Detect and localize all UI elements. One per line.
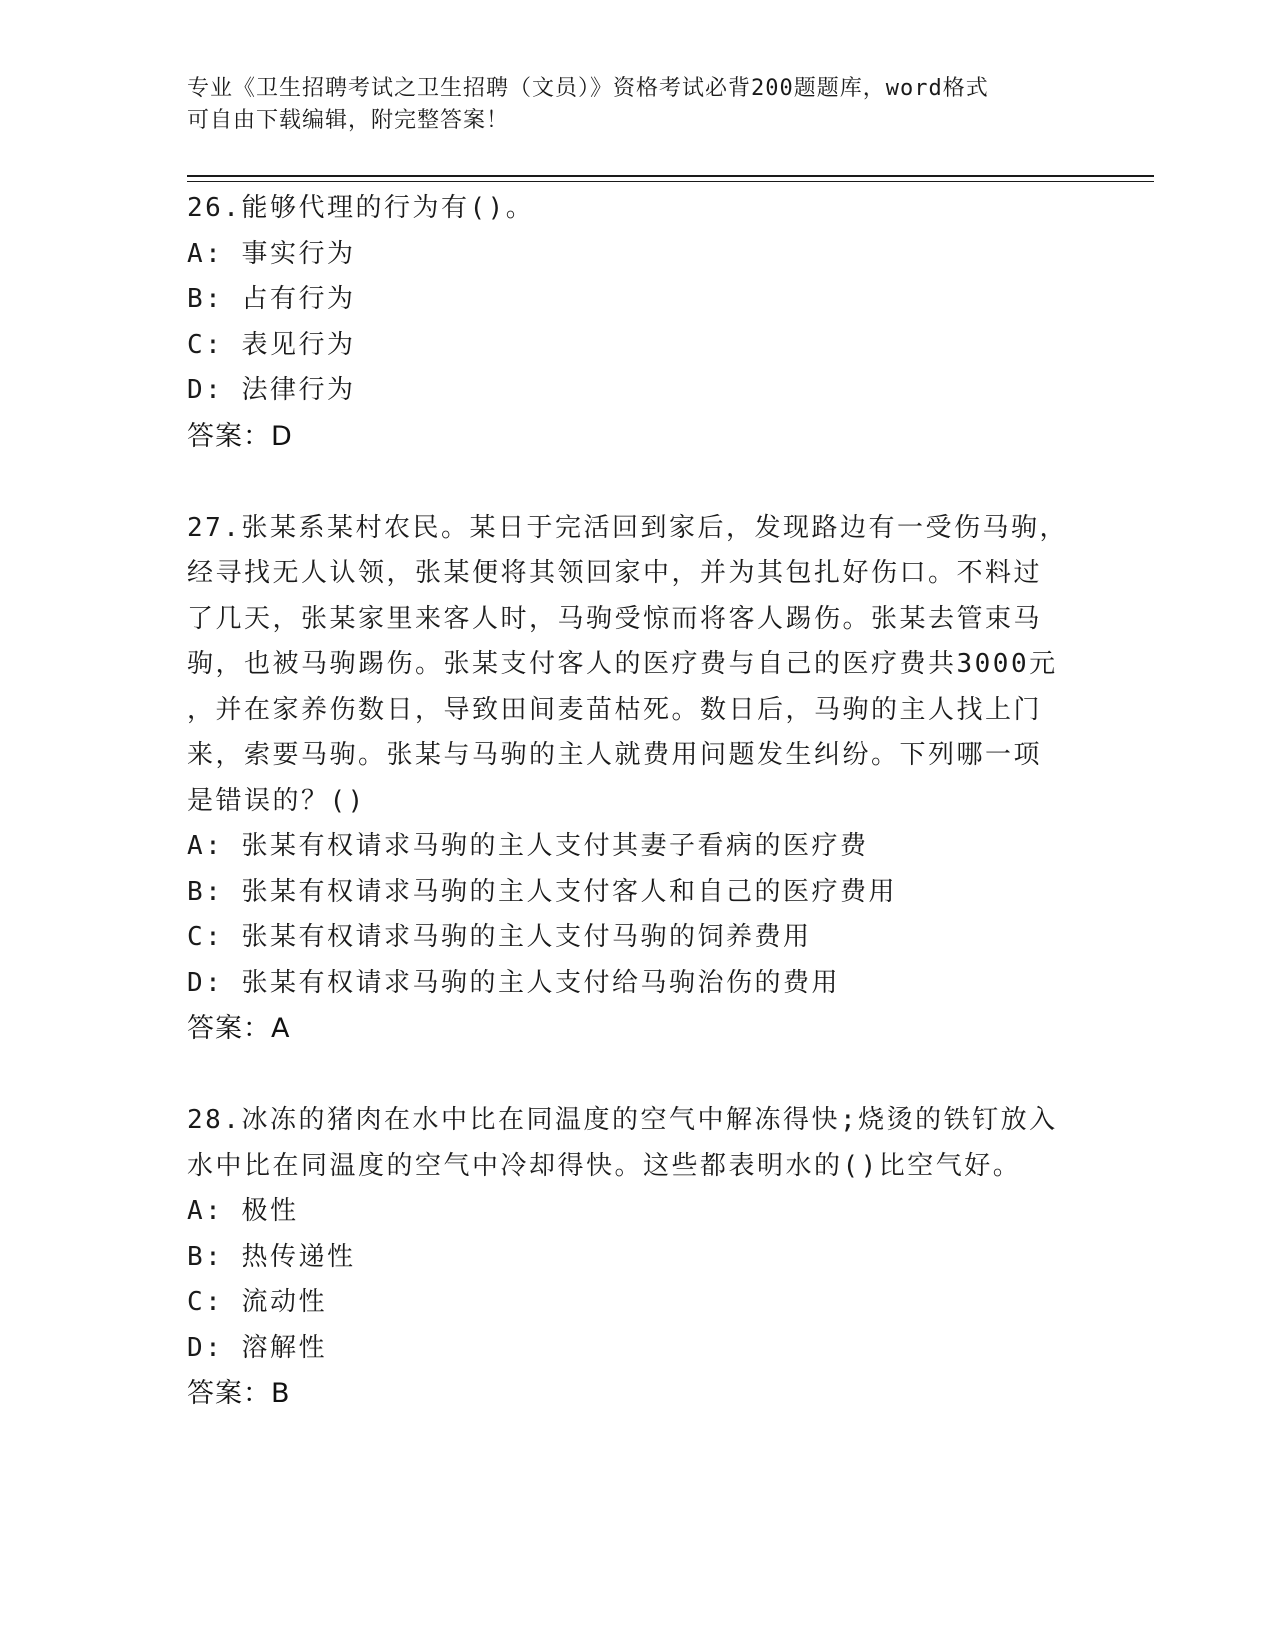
option-b: B: 热传递性 (187, 1241, 356, 1272)
question-stem: 经寻找无人认领，张某便将其领回家中，并为其包扎好伤口。不料过 (187, 558, 1043, 588)
option-c: C: 张某有权请求马驹的主人支付马驹的饲养费用 (187, 922, 812, 952)
header-divider-thick (187, 175, 1154, 177)
header-line-2: 可自由下载编辑，附完整答案！ (187, 108, 510, 133)
answer-label: 答案：D (187, 420, 293, 452)
question-26 (187, 186, 1087, 460)
header-divider-thin (187, 181, 1154, 182)
question-stem: 是错误的？() (187, 785, 366, 816)
question-27 (187, 506, 1087, 1053)
question-stem: 26.能够代理的行为有()。 (187, 193, 535, 223)
option-c: C: 流动性 (187, 1287, 327, 1317)
option-d: D: 法律行为 (187, 375, 356, 405)
question-stem: 了几天，张某家里来客人时，马驹受惊而将客人踢伤。张某去管束马 (187, 603, 1043, 634)
question-28 (187, 1098, 1087, 1417)
question-stem: 28.冰冻的猪肉在水中比在同温度的空气中解冻得快;烧烫的铁钉放入 (187, 1105, 1058, 1135)
option-c: C: 表见行为 (187, 329, 356, 360)
option-d: D: 溶解性 (187, 1332, 327, 1363)
answer-label: 答案：A (187, 1013, 291, 1044)
option-a: A: 极性 (187, 1196, 299, 1226)
question-stem: 27.张某系某村农民。某日于完活回到家后，发现路边有一受伤马驹， (187, 512, 1068, 543)
option-b: B: 占有行为 (187, 284, 356, 314)
option-b: B: 张某有权请求马驹的主人支付客人和自己的医疗费用 (187, 876, 897, 907)
header-line-1: 专业《卫生招聘考试之卫生招聘（文员）》资格考试必背200题题库，word格式 (187, 76, 989, 101)
document-header (187, 73, 1087, 137)
question-stem: ，并在家养伤数日，导致田间麦苗枯死。数日后，马驹的主人找上门 (187, 694, 1043, 725)
question-stem: 来，索要马驹。张某与马驹的主人就费用问题发生纠纷。下列哪一项 (187, 740, 1043, 770)
question-stem: 驹，也被马驹踢伤。张某支付客人的医疗费与自己的医疗费共3000元 (187, 649, 1058, 679)
option-a: A: 张某有权请求马驹的主人支付其妻子看病的医疗费 (187, 831, 869, 861)
option-d: D: 张某有权请求马驹的主人支付给马驹治伤的费用 (187, 967, 840, 998)
question-stem: 水中比在同温度的空气中冷却得快。这些都表明水的()比空气好。 (187, 1150, 1022, 1181)
question-list (187, 186, 1087, 1463)
option-a: A: 事实行为 (187, 238, 356, 269)
answer-label: 答案：B (187, 1378, 291, 1409)
